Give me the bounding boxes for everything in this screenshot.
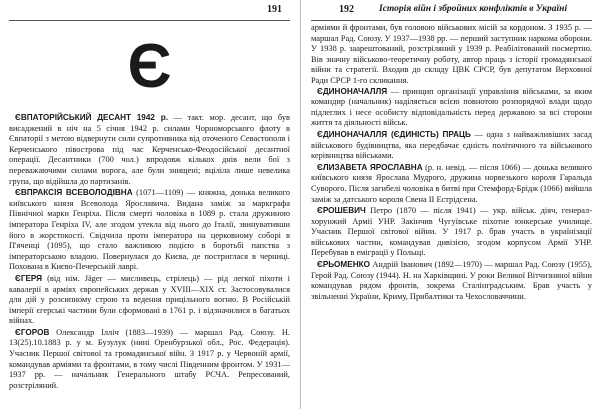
dictionary-entry: [9, 328, 290, 392]
entry-headword: ЄВПРАКСІЯ ВСЕВОЛОДІВНА: [15, 188, 133, 198]
dictionary-entry: [311, 206, 592, 259]
dictionary-entry: [9, 113, 290, 187]
entry-text: (р. н. невід. — після 1066) — донька великого київського князя Ярослава Мудрого, дружина норвезького короля Гаральда Суворого. Після загибелі чоловіка в битві при Стемфорд-Брідж (1066) вийшла заміж за датського короля Свена II Естрідсена.: [311, 162, 592, 204]
entry-headword: ЄДИНОНАЧАЛЛЯ: [317, 86, 388, 96]
dictionary-entry: [311, 87, 592, 129]
left-page-header: [9, 0, 290, 21]
section-letter-glyph: Є: [127, 32, 172, 101]
right-page-header: [311, 0, 592, 21]
entry-text: — такт. мор. десант, що був висаджений в ніч на 5 січня 1942 р. силами Чорноморського флоту в Євпаторії з метою відвернути сили супротивника від оточеного Севастополя і Керченського півострова під час Керченсько-Феодосійської десантної операції. Десантники (700 чол.) впродовж кількох днів вели бої з переважаючими силами ворога, але були знищені; вціліла лише невелика група, що відійшла до партизанів.: [9, 113, 290, 186]
dictionary-entry: [311, 130, 592, 162]
section-letter: [9, 21, 290, 113]
right-page: [300, 0, 600, 409]
left-entries: [9, 113, 290, 391]
entry-headword: ЄЛИЗАВЕТА ЯРОСЛАВНА: [317, 162, 423, 172]
dictionary-entry: [9, 274, 290, 327]
entry-headword: ЄВПАТОРІЙСЬКИЙ ДЕСАНТ 1942 р.: [15, 113, 168, 122]
dictionary-entry: [311, 163, 592, 205]
entry-text: Олександр Ілліч (1883—1939) — маршал Рад. Союзу. Н. 13(25).10.1883 р. у м. Бузулук (нині Оренбурзької обл., Рос. Федерація). Учасник Першої світової та громадянської війн. З 1917 р. у Червоній армії, командував арміями та фронтами, в тому числі Південним фронтом. У 1931—1937 рр. — начальник Генерального штабу РСЧА. Репресований, розстріляний.: [9, 327, 290, 390]
entry-headword: ЄГЕРЯ: [15, 273, 43, 283]
entry-headword: ЄРЬОМЕНКО: [317, 260, 370, 270]
dictionary-entry: [9, 188, 290, 273]
entry-text: Петро (1870 — після 1941) — укр. військ. діяч, генерал-хорунжий Армії УНР. Закінчив Чугуївське піхотне юнкерське училище. Учасник Першої світової війни. У 1917 р. брав участь в українізації військових частин, командував дивізією, згодом корпусом Армії УНР. Перебував в еміграції у Польщі.: [311, 206, 592, 258]
entry-headword: ЄРОШЕВИЧ: [317, 206, 366, 216]
entry-text: (1071—1109) — княжна, донька великого київського князя Всеволода Ярославича. Видана заміж за маркграфа Північної марки Генріха. Після смерті чоловіка в 1089 р. стала дружиною імператора Генріха IV, але згодом утекла від нього до Італії, звинувативши його в жорстокості. Свідчила проти імператора на церковному соборі в П'яченці (1095), що стало важливою подією в боротьбі папства з імператорською владою. Повернулася до Києва, де постриглася в черниці. Похована в Києво-Печерській лаврі.: [9, 188, 290, 272]
left-page-number: 191: [267, 4, 282, 15]
entry-text: — принцип організації управління військами, за яким командир (начальник) наділяється всією повнотою розпорядчої влади щодо підлеглих і несе особисту відповідальність перед державою за всі сторони життя та діяльності військ.: [311, 86, 592, 128]
dictionary-entry: [311, 260, 592, 302]
continuation-text: арміями й фронтами, був головою військових місій за кордоном. З 1935 р. — маршал Рад. Союзу. У 1937—1938 рр. — перший заступник наркома оборони. У 1938 р. заарештований, розстріляний у 1939 р. Реабілітований посмертно. Вів значну військово-теоретичну роботу, автор праць з історії громадянської війни та стратегії. Входив до складу ЦВК СРСР, був депутатом Верховної Ради СРСР 1-го скликання.: [311, 23, 592, 85]
entry-headword: ЄГОРОВ: [15, 327, 50, 337]
entry-text: Андрій Іванович (1892—1970) — маршал Рад. Союзу (1955), Герой Рад. Союзу (1944). Н. на Харківщині. У роки Великої Вітчизняної війни командував рядом фронтів, зокрема Сталінградським. Брав участь у звільненні України, Криму, Прибалтики та Чехословаччини.: [311, 260, 592, 301]
entry-headword: ЄДИНОНАЧАЛЛЯ (ЄДИНІСТЬ) ПРАЦЬ: [317, 129, 471, 139]
entry-text: (від нім. Jäger — мисливець, стрілець) — рід легкої піхоти і кавалерії в арміях європейських держав у XVIII—XIX ст. Застосовувалися для дій у розсипному строю та ведення прицільного вогню. В Російській імперії єгерські частини були сформовані в 1761 р. і відзначилися в багатьох війнах.: [9, 273, 290, 326]
right-page-number: 192: [339, 4, 354, 15]
entry-text: — одна з найважливіших засад військового будівництва, яка передбачає єдність політичного та військового керівництва військами.: [311, 129, 592, 161]
right-entries: [311, 87, 592, 303]
running-title: Історія війн і збройних конфліктів в Україні: [379, 4, 568, 14]
